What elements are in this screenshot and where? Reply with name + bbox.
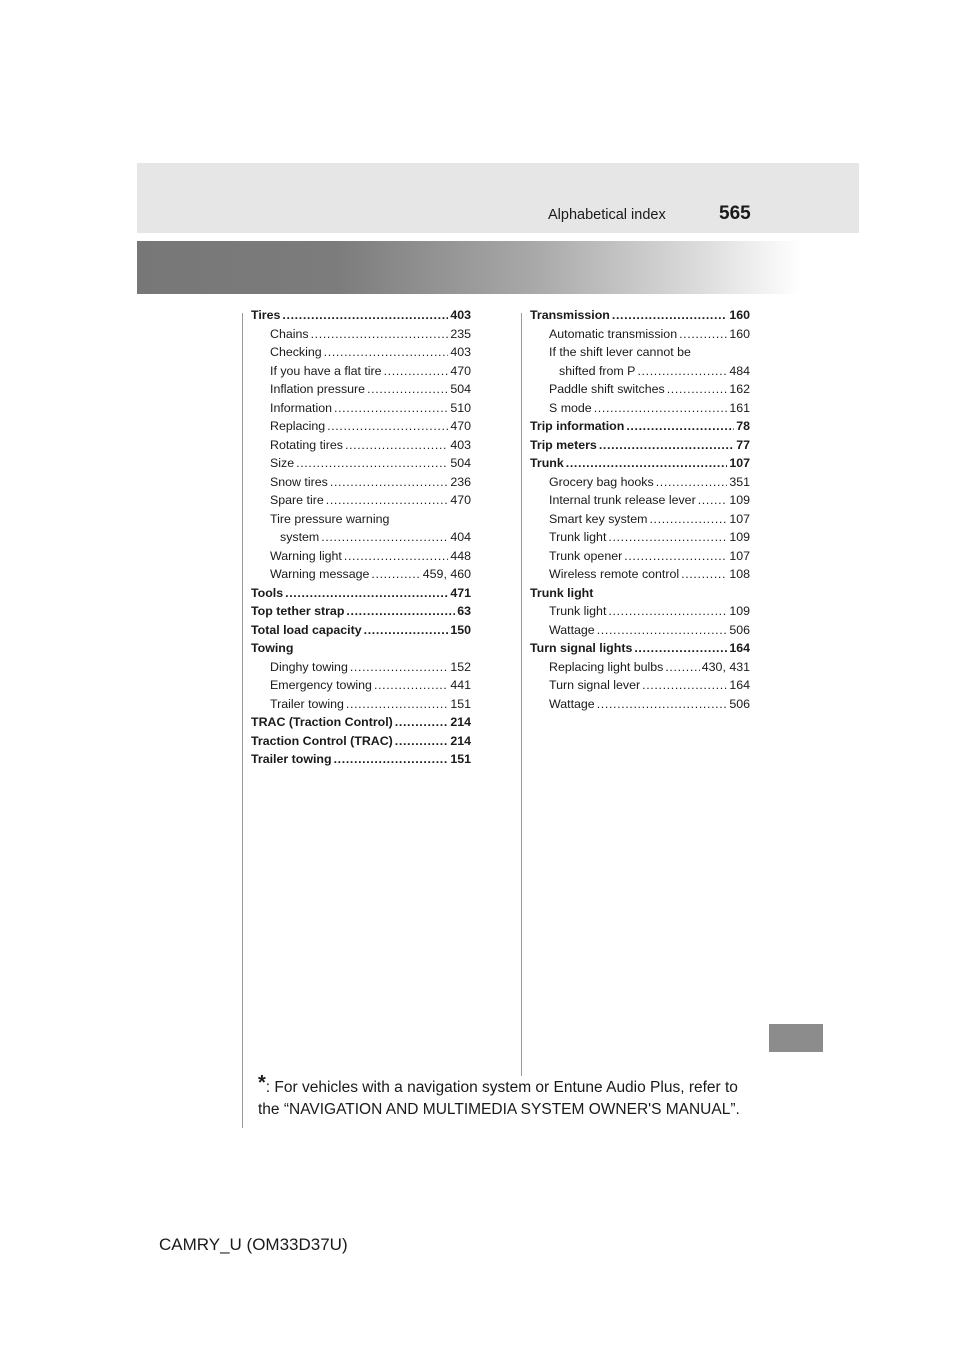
index-page-ref: 164 [729, 641, 750, 655]
dot-leader [334, 750, 449, 769]
index-entry [530, 380, 750, 399]
dot-leader [346, 602, 455, 621]
dot-leader [324, 343, 449, 362]
index-entry [251, 658, 471, 677]
index-term: Trip information [530, 419, 625, 433]
index-page-ref: 150 [450, 622, 471, 637]
index-entry [251, 343, 471, 362]
index-entry [530, 676, 750, 695]
index-term: Smart key system [549, 511, 648, 526]
index-entry [251, 454, 471, 473]
index-page-ref: 109 [729, 493, 750, 507]
index-entry [530, 510, 750, 529]
index-term: Emergency towing [270, 678, 372, 692]
index-page-ref: 151 [450, 696, 471, 711]
index-term: Replacing light bulbs [549, 659, 664, 674]
index-entry [530, 528, 750, 547]
index-entry [251, 325, 471, 344]
index-entry [530, 491, 750, 510]
index-term: Turn signal lights [530, 641, 633, 655]
index-term: Chains [270, 326, 309, 341]
index-page-ref: 470 [450, 363, 471, 378]
index-page-ref: 109 [729, 530, 750, 544]
dot-leader [642, 676, 727, 695]
index-term: Size [270, 456, 295, 470]
index-entry [530, 306, 750, 325]
index-page-ref: 162 [729, 382, 750, 396]
index-entry [251, 732, 471, 751]
index-entry [251, 750, 471, 769]
dot-leader [637, 362, 727, 381]
dot-leader [681, 565, 727, 584]
index-entry [251, 639, 471, 658]
index-term: Spare tire [270, 493, 324, 507]
index-entry [251, 417, 471, 436]
section-tab [769, 1024, 823, 1052]
dot-leader [321, 528, 448, 547]
index-entry [251, 565, 471, 584]
dot-leader [327, 417, 448, 436]
index-page-ref: 107 [729, 456, 750, 470]
dot-leader [330, 473, 448, 492]
dot-leader [395, 732, 449, 751]
index-column-left [251, 306, 471, 769]
index-term: If the shift lever cannot be [549, 345, 691, 359]
index-entry [251, 547, 471, 566]
index-term: Grocery bag hooks [549, 474, 654, 489]
dot-leader [599, 436, 734, 455]
index-term: Rotating tires [270, 437, 344, 452]
dot-leader [367, 380, 448, 399]
dot-leader [384, 362, 449, 381]
index-term: Traction Control (TRAC) [251, 733, 393, 748]
index-page-ref: 160 [729, 326, 750, 341]
index-term: Top tether strap [251, 604, 345, 618]
index-page-ref: 506 [729, 622, 750, 637]
footnote [258, 1072, 758, 1121]
index-page-ref: 404 [450, 530, 471, 544]
index-page-ref: 151 [450, 752, 471, 766]
index-page-ref: 403 [450, 345, 471, 359]
dot-leader [624, 547, 727, 566]
index-term: Replacing [270, 419, 326, 433]
index-page-ref: 109 [729, 604, 750, 618]
index-entry [251, 584, 471, 603]
index-term: Trunk light [549, 530, 607, 544]
index-page-ref: 504 [450, 456, 471, 470]
index-entry [530, 417, 750, 436]
dot-leader [346, 695, 448, 714]
index-page-ref: 441 [450, 678, 471, 692]
index-term: Total load capacity [251, 622, 362, 637]
page-title: Alphabetical index [548, 207, 666, 223]
dot-leader [395, 713, 449, 732]
index-term: Trip meters [530, 437, 597, 452]
index-term: Information [270, 400, 332, 415]
index-term: Checking [270, 345, 322, 359]
dot-leader [371, 565, 420, 584]
index-entry [251, 306, 471, 325]
index-page-ref: 214 [450, 733, 471, 748]
index-term: Transmission [530, 308, 610, 322]
index-entry [530, 454, 750, 473]
index-entry [251, 436, 471, 455]
index-page-ref: 459, 460 [422, 567, 471, 581]
index-page-ref: 506 [729, 696, 750, 711]
index-page-ref: 107 [729, 548, 750, 563]
index-term: Dinghy towing [270, 659, 348, 674]
index-entry [251, 621, 471, 640]
dot-leader [344, 547, 448, 566]
index-page-ref: 152 [450, 659, 471, 674]
index-term: Paddle shift switches [549, 382, 665, 396]
column-divider [521, 313, 522, 1076]
index-page-ref: 403 [450, 308, 471, 322]
index-term: Trailer towing [251, 752, 332, 766]
dot-leader [364, 621, 449, 640]
index-entry [530, 584, 750, 603]
dot-leader [608, 528, 727, 547]
index-entry [251, 380, 471, 399]
index-page-ref: 504 [450, 382, 471, 396]
index-entry [251, 491, 471, 510]
dot-leader [296, 454, 448, 473]
dot-leader [594, 399, 728, 418]
dot-leader [597, 621, 728, 640]
index-term: Warning light [270, 548, 342, 563]
dot-leader [311, 325, 449, 344]
index-term: TRAC (Traction Control) [251, 715, 393, 729]
index-page-ref: 470 [450, 493, 471, 507]
index-term: S mode [549, 400, 592, 415]
dot-leader [566, 454, 728, 473]
index-entry [251, 713, 471, 732]
index-page-ref: 510 [450, 400, 471, 415]
index-page-ref: 236 [450, 474, 471, 489]
index-term: Trunk [530, 456, 564, 470]
index-entry [530, 343, 750, 362]
index-term: If you have a flat tire [270, 363, 382, 378]
dot-leader [626, 417, 734, 436]
index-page-ref: 448 [450, 548, 471, 563]
index-entry [530, 547, 750, 566]
index-term: Internal trunk release lever [549, 493, 696, 507]
page-number: 565 [719, 203, 751, 224]
index-entry [530, 436, 750, 455]
index-entry [530, 621, 750, 640]
dot-leader [649, 510, 727, 529]
left-margin-rule [242, 313, 243, 1128]
index-entry [530, 362, 750, 381]
index-page-ref: 78 [736, 419, 750, 433]
index-page-ref: 161 [729, 400, 750, 415]
index-term: system [280, 530, 320, 544]
dot-leader [612, 306, 727, 325]
index-page-ref: 471 [450, 585, 471, 600]
index-term: Wattage [549, 696, 595, 711]
index-term: Inflation pressure [270, 382, 366, 396]
index-page-ref: 160 [729, 308, 750, 322]
dot-leader [665, 658, 699, 677]
index-term: Trunk light [530, 585, 594, 600]
index-entry [251, 528, 471, 547]
dot-leader [679, 325, 727, 344]
index-entry [251, 510, 471, 529]
index-entry [251, 362, 471, 381]
dot-leader [345, 436, 448, 455]
index-page-ref: 351 [729, 474, 750, 489]
header-gradient-band [137, 241, 801, 294]
dot-leader [667, 380, 728, 399]
index-entry [251, 602, 471, 621]
index-term: Automatic transmission [549, 326, 678, 341]
index-page-ref: 235 [450, 326, 471, 341]
index-term: Warning message [270, 567, 370, 581]
footnote-line-1: : For vehicles with a navigation system or Entune Audio Plus, refer to [265, 1079, 738, 1096]
index-term: Towing [251, 641, 294, 655]
dot-leader [282, 306, 448, 325]
index-entry [251, 473, 471, 492]
index-entry [251, 676, 471, 695]
index-entry [530, 473, 750, 492]
index-page-ref: 107 [729, 511, 750, 526]
dot-leader [334, 399, 448, 418]
index-term: Trunk light [549, 604, 607, 618]
dot-leader [698, 491, 728, 510]
dot-leader [634, 639, 727, 658]
index-page-ref: 77 [736, 437, 750, 452]
dot-leader [374, 676, 448, 695]
index-column-right [530, 306, 750, 713]
index-entry [530, 695, 750, 714]
index-term: shifted from P [559, 363, 636, 378]
dot-leader [656, 473, 728, 492]
index-term: Wattage [549, 622, 595, 637]
footnote-line-2: the “NAVIGATION AND MULTIMEDIA SYSTEM OWNER'S MANUAL”. [258, 1101, 740, 1118]
index-term: Trailer towing [270, 696, 344, 711]
dot-leader [285, 584, 448, 603]
index-term: Trunk opener [549, 548, 623, 563]
dot-leader [608, 602, 727, 621]
dot-leader [326, 491, 449, 510]
index-entry [530, 565, 750, 584]
index-entry [530, 658, 750, 677]
index-entry [530, 399, 750, 418]
index-term: Tires [251, 308, 281, 322]
index-term: Tools [251, 585, 284, 600]
dot-leader [350, 658, 448, 677]
index-page-ref: 470 [450, 419, 471, 433]
index-entry [251, 399, 471, 418]
index-page-ref: 430, 431 [701, 659, 750, 674]
index-entry [251, 695, 471, 714]
index-entry [530, 639, 750, 658]
footnote-marker: * [258, 1072, 266, 1094]
dot-leader [597, 695, 728, 714]
index-page-ref: 484 [729, 363, 750, 378]
index-page-ref: 403 [450, 437, 471, 452]
index-entry [530, 602, 750, 621]
index-entry [530, 325, 750, 344]
index-term: Snow tires [270, 474, 328, 489]
index-term: Turn signal lever [549, 678, 641, 692]
index-term: Wireless remote control [549, 567, 680, 581]
document-code: CAMRY_U (OM33D37U) [159, 1235, 348, 1254]
index-page-ref: 63 [457, 604, 471, 618]
index-term: Tire pressure warning [270, 511, 390, 526]
index-page-ref: 214 [450, 715, 471, 729]
index-page-ref: 164 [729, 678, 750, 692]
index-page-ref: 108 [729, 567, 750, 581]
